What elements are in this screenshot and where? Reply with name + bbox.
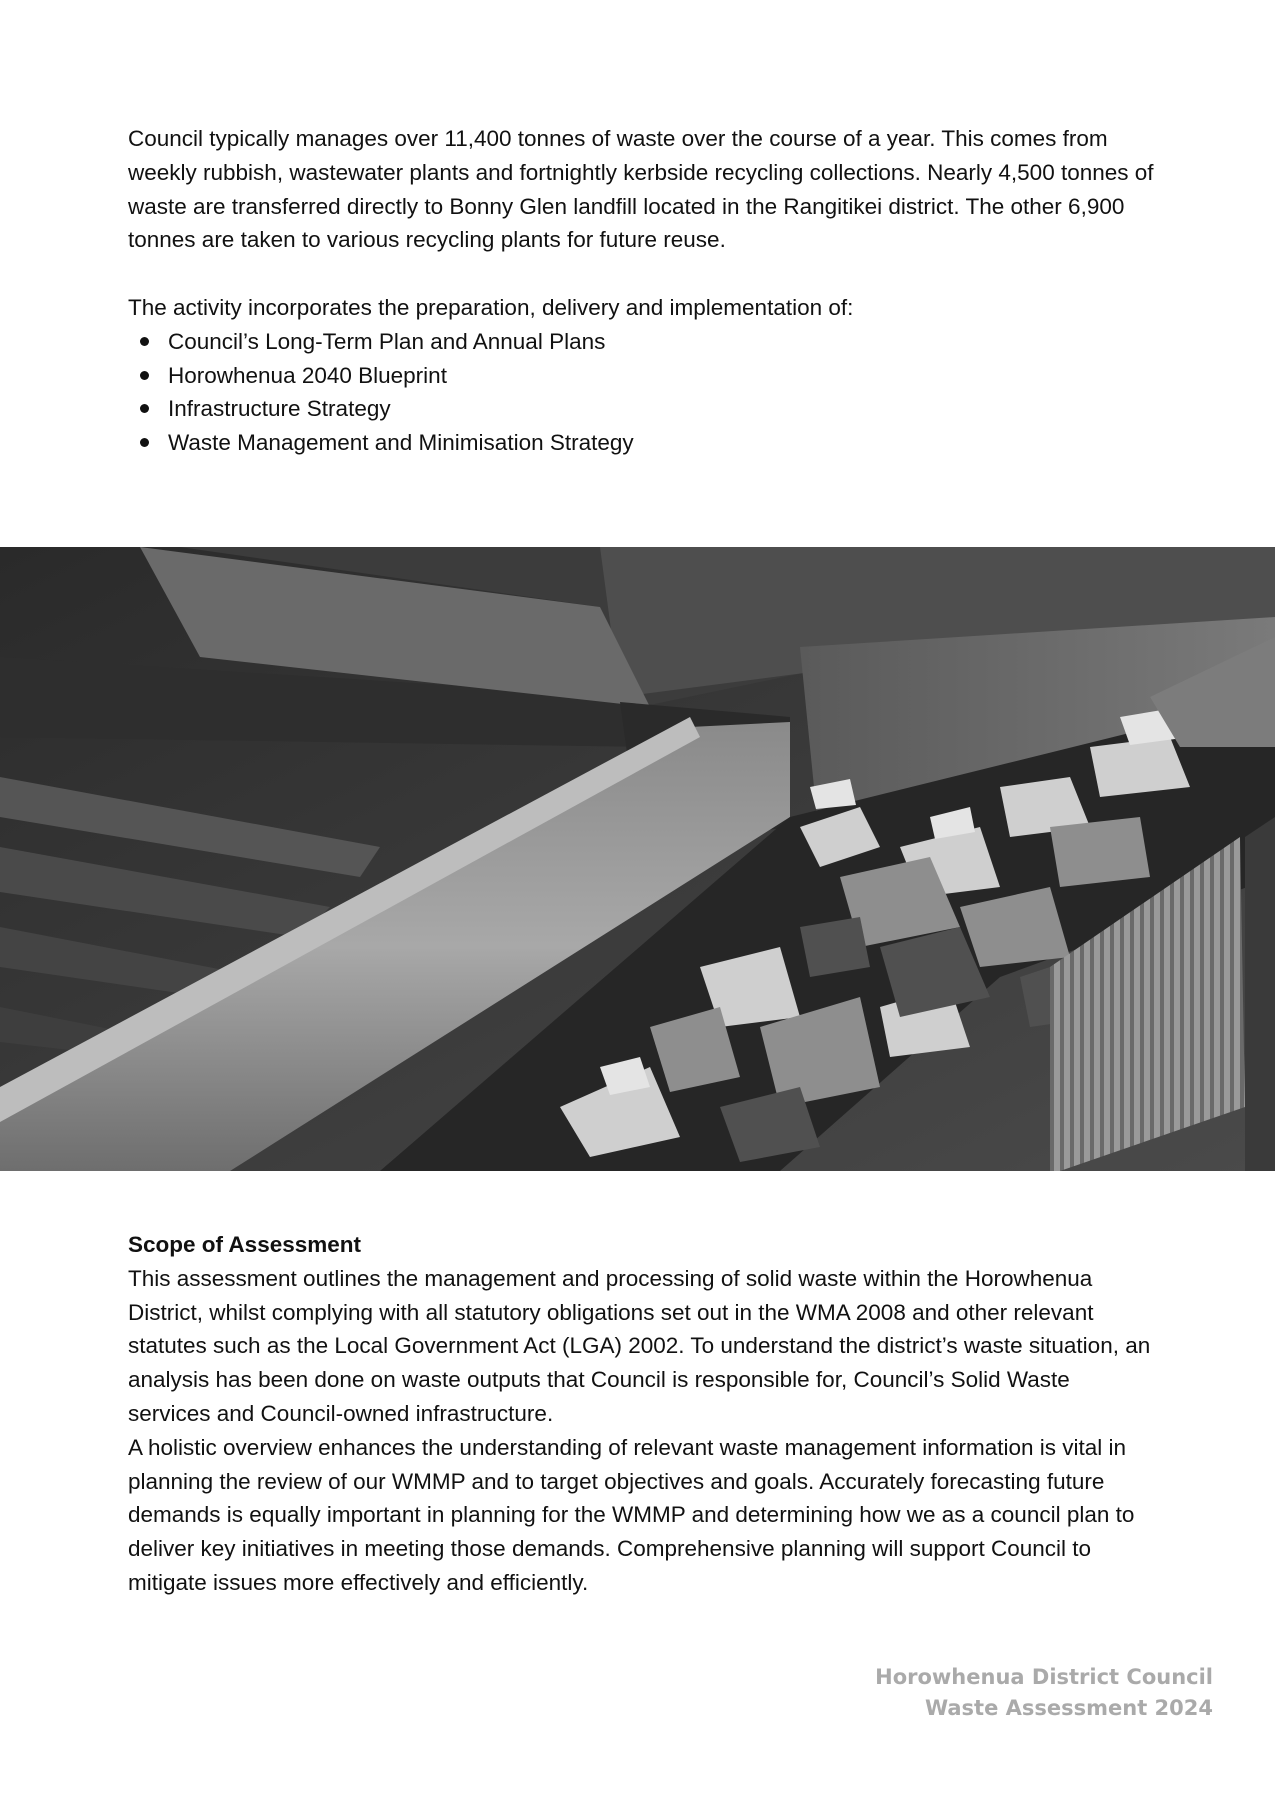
list-item xyxy=(128,325,1158,359)
scope-paragraph: This assessment outlines the management and processing of solid waste within the Horowhenua District, whilst complying with all statutory obligations set out in the WMA 2008 and other relevant statutes such as the Local Government Act (LGA) 2002. To understand the district’s waste situation, an analysis has been done on waste outputs that Council is responsible for, Council’s Solid Waste services and Council-owned infrastructure. xyxy=(128,1265,1151,1426)
list-item xyxy=(128,359,1158,393)
list-item-text: Waste Management and Minimisation Strategy xyxy=(168,430,634,456)
footer-document-title: Waste Assessment 2024 xyxy=(924,1696,1213,1720)
list-item-text: Horowhenua 2040 Blueprint xyxy=(168,362,447,388)
bullet-icon xyxy=(140,438,149,447)
list-item-text: Infrastructure Strategy xyxy=(168,396,391,422)
activity-list xyxy=(128,325,1158,460)
list-item xyxy=(128,426,1158,460)
scope-paragraph: A holistic overview enhances the understanding of relevant waste management information is vital in planning the review of our WMMP and to target objectives and goals. Accurately forecasting future demands is equally important in planning for the WMMP and determining how we as a council plan to deliver key initiatives in meeting those demands. Comprehensive planning will support Council to mitigate issues more effectively and efficiently. xyxy=(128,1434,1135,1595)
footer-organisation: Horowhenua District Council xyxy=(875,1665,1213,1689)
page-footer xyxy=(875,1662,1213,1724)
activity-lead: The activity incorporates the preparation, delivery and implementation of: xyxy=(128,294,854,320)
scope-section xyxy=(128,1228,1158,1600)
intro-section xyxy=(128,122,1158,460)
list-item xyxy=(128,392,1158,426)
recycling-conveyor-photo xyxy=(0,547,1275,1171)
intro-paragraph: Council typically manages over 11,400 tonnes of waste over the course of a year. This comes from weekly rubbish, wastewater plants and fortnightly kerbside recycling collections. Nearly 4,500 tonnes of waste are transferred directly to Bonny Glen landfill located in the Rangitikei district. The other 6,900 tonnes are taken to various recycling plants for future reuse. xyxy=(128,126,1154,253)
section-heading: Scope of Assessment xyxy=(128,1232,361,1257)
bullet-icon xyxy=(140,404,149,413)
bullet-icon xyxy=(140,371,149,380)
list-item-text: Council’s Long-Term Plan and Annual Plans xyxy=(168,328,606,354)
bullet-icon xyxy=(140,337,149,346)
